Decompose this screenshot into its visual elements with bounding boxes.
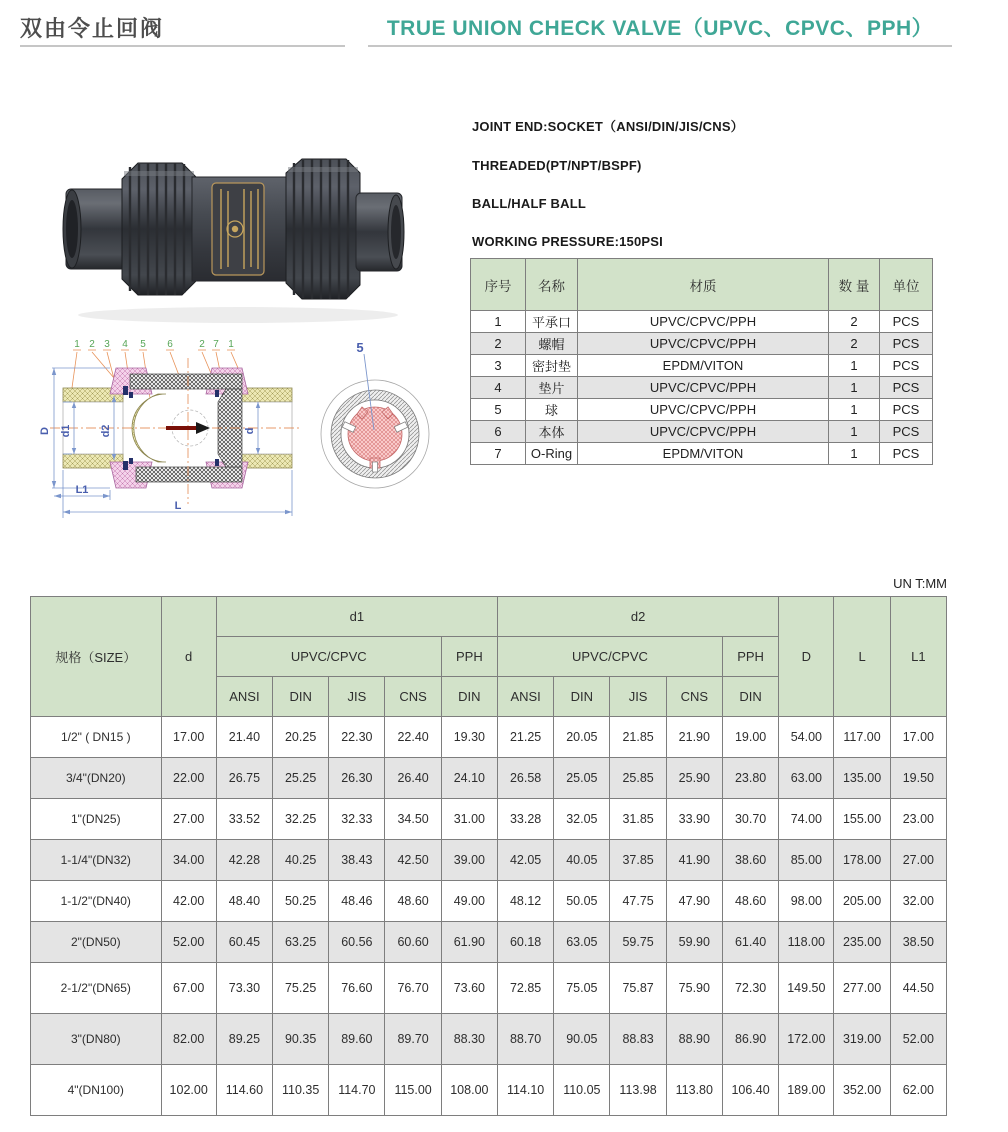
- table-cell: 32.00: [890, 881, 946, 922]
- table-cell: 2: [829, 311, 880, 333]
- table-cell: 39.00: [441, 840, 497, 881]
- table-cell: 26.58: [498, 758, 554, 799]
- parts-table-row: [471, 443, 933, 465]
- table-cell: 31.85: [610, 799, 666, 840]
- technical-drawing: [30, 336, 470, 541]
- spec-threaded: THREADED(PT/NPT/BSPF): [472, 158, 642, 173]
- dims-table-row: [31, 881, 947, 922]
- dims-table-row: [31, 1065, 947, 1116]
- table-cell: 平承口: [526, 311, 578, 333]
- table-cell: UPVC/CPVC/PPH: [578, 377, 829, 399]
- table-cell: 67.00: [161, 963, 216, 1014]
- dims-col-size: 规格（SIZE）: [31, 597, 162, 717]
- table-cell: 48.60: [385, 881, 441, 922]
- table-cell: 113.80: [666, 1065, 722, 1116]
- table-cell: 2-1/2"(DN65): [31, 963, 162, 1014]
- parts-table-row: [471, 377, 933, 399]
- table-cell: 277.00: [834, 963, 890, 1014]
- parts-col-qty: 数 量: [829, 259, 880, 311]
- dims-group-d2: d2: [498, 597, 779, 637]
- table-cell: 319.00: [834, 1014, 890, 1065]
- table-cell: 40.25: [273, 840, 329, 881]
- table-cell: 19.00: [722, 717, 778, 758]
- dims-table-row: [31, 922, 947, 963]
- dim-label-D: D: [39, 427, 51, 435]
- table-cell: 1: [829, 443, 880, 465]
- dims-col-L1: L1: [890, 597, 946, 717]
- dimensions-table: [30, 596, 947, 1116]
- table-cell: 135.00: [834, 758, 890, 799]
- table-cell: 155.00: [834, 799, 890, 840]
- table-cell: 42.50: [385, 840, 441, 881]
- table-cell: 22.40: [385, 717, 441, 758]
- table-cell: 61.40: [722, 922, 778, 963]
- parts-header-row: [471, 259, 933, 311]
- table-cell: 27.00: [890, 840, 946, 881]
- table-cell: 23.80: [722, 758, 778, 799]
- table-cell: 1-1/4"(DN32): [31, 840, 162, 881]
- parts-table-row: [471, 311, 933, 333]
- spec-joint-end: JOINT END:SOCKET（ANSI/DIN/JIS/CNS）: [472, 119, 744, 134]
- dim-label-d: d: [244, 427, 256, 435]
- dims-std: ANSI: [216, 677, 272, 717]
- dim-label-L1: L1: [75, 484, 89, 496]
- dim-label-d1: d1: [60, 424, 72, 438]
- table-cell: 21.85: [610, 717, 666, 758]
- table-cell: 2: [471, 333, 526, 355]
- table-cell: 31.00: [441, 799, 497, 840]
- table-cell: EPDM/VITON: [578, 355, 829, 377]
- table-cell: PCS: [880, 311, 933, 333]
- table-cell: 75.05: [554, 963, 610, 1014]
- dims-table-row: [31, 758, 947, 799]
- table-cell: 1: [829, 421, 880, 443]
- table-cell: 52.00: [890, 1014, 946, 1065]
- callout-number: 4: [122, 339, 128, 350]
- dim-label-d2: d2: [100, 424, 112, 438]
- table-cell: 3: [471, 355, 526, 377]
- table-cell: UPVC/CPVC/PPH: [578, 399, 829, 421]
- table-cell: 73.60: [441, 963, 497, 1014]
- parts-col-no: 序号: [471, 259, 526, 311]
- table-cell: 50.25: [273, 881, 329, 922]
- dims-material-pph: PPH: [722, 637, 778, 677]
- table-cell: 密封垫: [526, 355, 578, 377]
- title-underline-right: [368, 45, 952, 47]
- parts-col-material: 材质: [578, 259, 829, 311]
- table-cell: 38.60: [722, 840, 778, 881]
- table-cell: 72.85: [498, 963, 554, 1014]
- dims-material-upvc: UPVC/CPVC: [216, 637, 441, 677]
- table-cell: O-Ring: [526, 443, 578, 465]
- parts-col-name: 名称: [526, 259, 578, 311]
- table-cell: 47.75: [610, 881, 666, 922]
- table-cell: 352.00: [834, 1065, 890, 1116]
- table-cell: 2: [829, 333, 880, 355]
- spec-list: [472, 116, 744, 249]
- dims-col-d: d: [161, 597, 216, 717]
- table-cell: 17.00: [890, 717, 946, 758]
- table-cell: 75.90: [666, 963, 722, 1014]
- table-cell: 61.90: [441, 922, 497, 963]
- end-view-callout-5: 5: [356, 340, 364, 355]
- table-cell: 42.05: [498, 840, 554, 881]
- table-cell: 47.90: [666, 881, 722, 922]
- dims-std: JIS: [610, 677, 666, 717]
- table-cell: 76.70: [385, 963, 441, 1014]
- table-cell: 32.05: [554, 799, 610, 840]
- table-cell: PCS: [880, 377, 933, 399]
- table-cell: 48.12: [498, 881, 554, 922]
- table-cell: 88.70: [498, 1014, 554, 1065]
- callout-number: 2: [199, 339, 205, 350]
- table-cell: 1: [471, 311, 526, 333]
- table-cell: 3"(DN80): [31, 1014, 162, 1065]
- table-cell: 89.70: [385, 1014, 441, 1065]
- table-cell: PCS: [880, 333, 933, 355]
- table-cell: 118.00: [779, 922, 834, 963]
- callout-number: 7: [213, 339, 219, 350]
- table-cell: 59.90: [666, 922, 722, 963]
- table-cell: PCS: [880, 421, 933, 443]
- unit-note: UN T:MM: [893, 576, 947, 591]
- table-cell: 19.50: [890, 758, 946, 799]
- dims-table-row: [31, 963, 947, 1014]
- table-cell: 33.28: [498, 799, 554, 840]
- table-cell: 113.98: [610, 1065, 666, 1116]
- table-cell: 26.40: [385, 758, 441, 799]
- table-cell: 85.00: [779, 840, 834, 881]
- table-cell: 114.10: [498, 1065, 554, 1116]
- table-cell: 40.05: [554, 840, 610, 881]
- dims-group-d1: d1: [216, 597, 497, 637]
- table-cell: 21.90: [666, 717, 722, 758]
- table-cell: PCS: [880, 355, 933, 377]
- table-cell: 6: [471, 421, 526, 443]
- table-cell: 60.60: [385, 922, 441, 963]
- page-title-chinese: 双由令止回阀: [20, 16, 165, 41]
- product-photo: [58, 115, 410, 327]
- table-cell: 42.00: [161, 881, 216, 922]
- table-cell: 106.40: [722, 1065, 778, 1116]
- table-cell: 21.25: [498, 717, 554, 758]
- table-cell: 19.30: [441, 717, 497, 758]
- table-cell: 1-1/2"(DN40): [31, 881, 162, 922]
- table-cell: 102.00: [161, 1065, 216, 1116]
- callout-number: 1: [228, 339, 234, 350]
- table-cell: 20.25: [273, 717, 329, 758]
- dims-std: DIN: [441, 677, 497, 717]
- table-cell: 189.00: [779, 1065, 834, 1116]
- section-view-drawing: [39, 339, 302, 518]
- table-cell: 72.30: [722, 963, 778, 1014]
- dims-std: DIN: [554, 677, 610, 717]
- table-cell: 63.05: [554, 922, 610, 963]
- table-cell: 108.00: [441, 1065, 497, 1116]
- table-cell: 21.40: [216, 717, 272, 758]
- table-cell: 52.00: [161, 922, 216, 963]
- table-cell: 89.60: [329, 1014, 385, 1065]
- table-cell: 7: [471, 443, 526, 465]
- table-cell: 60.45: [216, 922, 272, 963]
- dims-table-row: [31, 799, 947, 840]
- table-cell: 63.00: [779, 758, 834, 799]
- table-cell: UPVC/CPVC/PPH: [578, 421, 829, 443]
- parts-table-row: [471, 355, 933, 377]
- table-cell: 螺帽: [526, 333, 578, 355]
- table-cell: 本体: [526, 421, 578, 443]
- dims-std: ANSI: [498, 677, 554, 717]
- dims-table-row: [31, 717, 947, 758]
- table-cell: 62.00: [890, 1065, 946, 1116]
- dims-header-row-1: [31, 597, 947, 637]
- table-cell: 172.00: [779, 1014, 834, 1065]
- table-cell: 25.25: [273, 758, 329, 799]
- table-cell: 89.25: [216, 1014, 272, 1065]
- table-cell: 30.70: [722, 799, 778, 840]
- table-cell: 54.00: [779, 717, 834, 758]
- table-cell: 76.60: [329, 963, 385, 1014]
- table-cell: 32.33: [329, 799, 385, 840]
- table-cell: 88.83: [610, 1014, 666, 1065]
- table-cell: 205.00: [834, 881, 890, 922]
- table-cell: 32.25: [273, 799, 329, 840]
- callout-number: 5: [140, 339, 146, 350]
- table-cell: 5: [471, 399, 526, 421]
- table-cell: 1: [829, 355, 880, 377]
- table-cell: 25.90: [666, 758, 722, 799]
- page-title-english: TRUE UNION CHECK VALVE（UPVC、CPVC、PPH）: [386, 17, 934, 40]
- table-cell: 75.25: [273, 963, 329, 1014]
- table-cell: 235.00: [834, 922, 890, 963]
- table-cell: 27.00: [161, 799, 216, 840]
- table-cell: 1: [829, 399, 880, 421]
- table-cell: 34.50: [385, 799, 441, 840]
- spec-pressure: WORKING PRESSURE:150PSI: [472, 234, 663, 249]
- callout-number: 3: [104, 339, 110, 350]
- table-cell: 2"(DN50): [31, 922, 162, 963]
- dims-std: DIN: [722, 677, 778, 717]
- parts-table-row: [471, 333, 933, 355]
- table-cell: 24.10: [441, 758, 497, 799]
- table-cell: 90.35: [273, 1014, 329, 1065]
- table-cell: 23.00: [890, 799, 946, 840]
- table-cell: 25.85: [610, 758, 666, 799]
- table-cell: 17.00: [161, 717, 216, 758]
- callout-number: 6: [167, 339, 173, 350]
- callout-number: 2: [89, 339, 95, 350]
- table-cell: 球: [526, 399, 578, 421]
- table-cell: 38.43: [329, 840, 385, 881]
- table-cell: 1/2" ( DN15 ): [31, 717, 162, 758]
- table-cell: 1"(DN25): [31, 799, 162, 840]
- dims-std: CNS: [385, 677, 441, 717]
- table-cell: 49.00: [441, 881, 497, 922]
- table-cell: 垫片: [526, 377, 578, 399]
- table-cell: EPDM/VITON: [578, 443, 829, 465]
- table-cell: 82.00: [161, 1014, 216, 1065]
- table-cell: 4"(DN100): [31, 1065, 162, 1116]
- table-cell: 38.50: [890, 922, 946, 963]
- table-cell: 34.00: [161, 840, 216, 881]
- table-cell: 48.60: [722, 881, 778, 922]
- table-cell: 33.52: [216, 799, 272, 840]
- table-cell: 74.00: [779, 799, 834, 840]
- title-underline-left: [20, 45, 345, 47]
- table-cell: 1: [829, 377, 880, 399]
- table-cell: 48.40: [216, 881, 272, 922]
- table-cell: 41.90: [666, 840, 722, 881]
- dims-std: DIN: [273, 677, 329, 717]
- table-cell: PCS: [880, 399, 933, 421]
- table-cell: 48.46: [329, 881, 385, 922]
- spec-ball: BALL/HALF BALL: [472, 196, 586, 211]
- dims-material-pph: PPH: [441, 637, 497, 677]
- callout-number: 1: [74, 339, 80, 350]
- table-cell: 26.75: [216, 758, 272, 799]
- table-cell: 73.30: [216, 963, 272, 1014]
- table-cell: 86.90: [722, 1014, 778, 1065]
- table-cell: 42.28: [216, 840, 272, 881]
- table-cell: 59.75: [610, 922, 666, 963]
- table-cell: 110.35: [273, 1065, 329, 1116]
- parts-col-unit: 单位: [880, 259, 933, 311]
- table-cell: 50.05: [554, 881, 610, 922]
- table-cell: 75.87: [610, 963, 666, 1014]
- table-cell: 37.85: [610, 840, 666, 881]
- table-cell: 60.18: [498, 922, 554, 963]
- dims-material-upvc: UPVC/CPVC: [498, 637, 723, 677]
- table-cell: 115.00: [385, 1065, 441, 1116]
- table-cell: 114.70: [329, 1065, 385, 1116]
- dims-table-row: [31, 1014, 947, 1065]
- table-cell: 3/4"(DN20): [31, 758, 162, 799]
- table-cell: 88.90: [666, 1014, 722, 1065]
- table-cell: 63.25: [273, 922, 329, 963]
- dims-col-D: D: [779, 597, 834, 717]
- dim-label-L: L: [174, 500, 182, 512]
- table-cell: 114.60: [216, 1065, 272, 1116]
- end-view-drawing: [321, 340, 429, 488]
- table-cell: 4: [471, 377, 526, 399]
- table-cell: 22.00: [161, 758, 216, 799]
- table-cell: 90.05: [554, 1014, 610, 1065]
- parts-table: [470, 258, 933, 465]
- dims-std: CNS: [666, 677, 722, 717]
- table-cell: 149.50: [779, 963, 834, 1014]
- table-cell: 117.00: [834, 717, 890, 758]
- parts-table-row: [471, 399, 933, 421]
- parts-table-row: [471, 421, 933, 443]
- table-cell: 20.05: [554, 717, 610, 758]
- table-cell: 26.30: [329, 758, 385, 799]
- table-cell: 60.56: [329, 922, 385, 963]
- table-cell: 22.30: [329, 717, 385, 758]
- dims-table-row: [31, 840, 947, 881]
- table-cell: 98.00: [779, 881, 834, 922]
- table-cell: 44.50: [890, 963, 946, 1014]
- table-cell: UPVC/CPVC/PPH: [578, 333, 829, 355]
- table-cell: 110.05: [554, 1065, 610, 1116]
- dims-std: JIS: [329, 677, 385, 717]
- table-cell: PCS: [880, 443, 933, 465]
- table-cell: UPVC/CPVC/PPH: [578, 311, 829, 333]
- table-cell: 33.90: [666, 799, 722, 840]
- table-cell: 178.00: [834, 840, 890, 881]
- dims-col-L: L: [834, 597, 890, 717]
- table-cell: 88.30: [441, 1014, 497, 1065]
- table-cell: 25.05: [554, 758, 610, 799]
